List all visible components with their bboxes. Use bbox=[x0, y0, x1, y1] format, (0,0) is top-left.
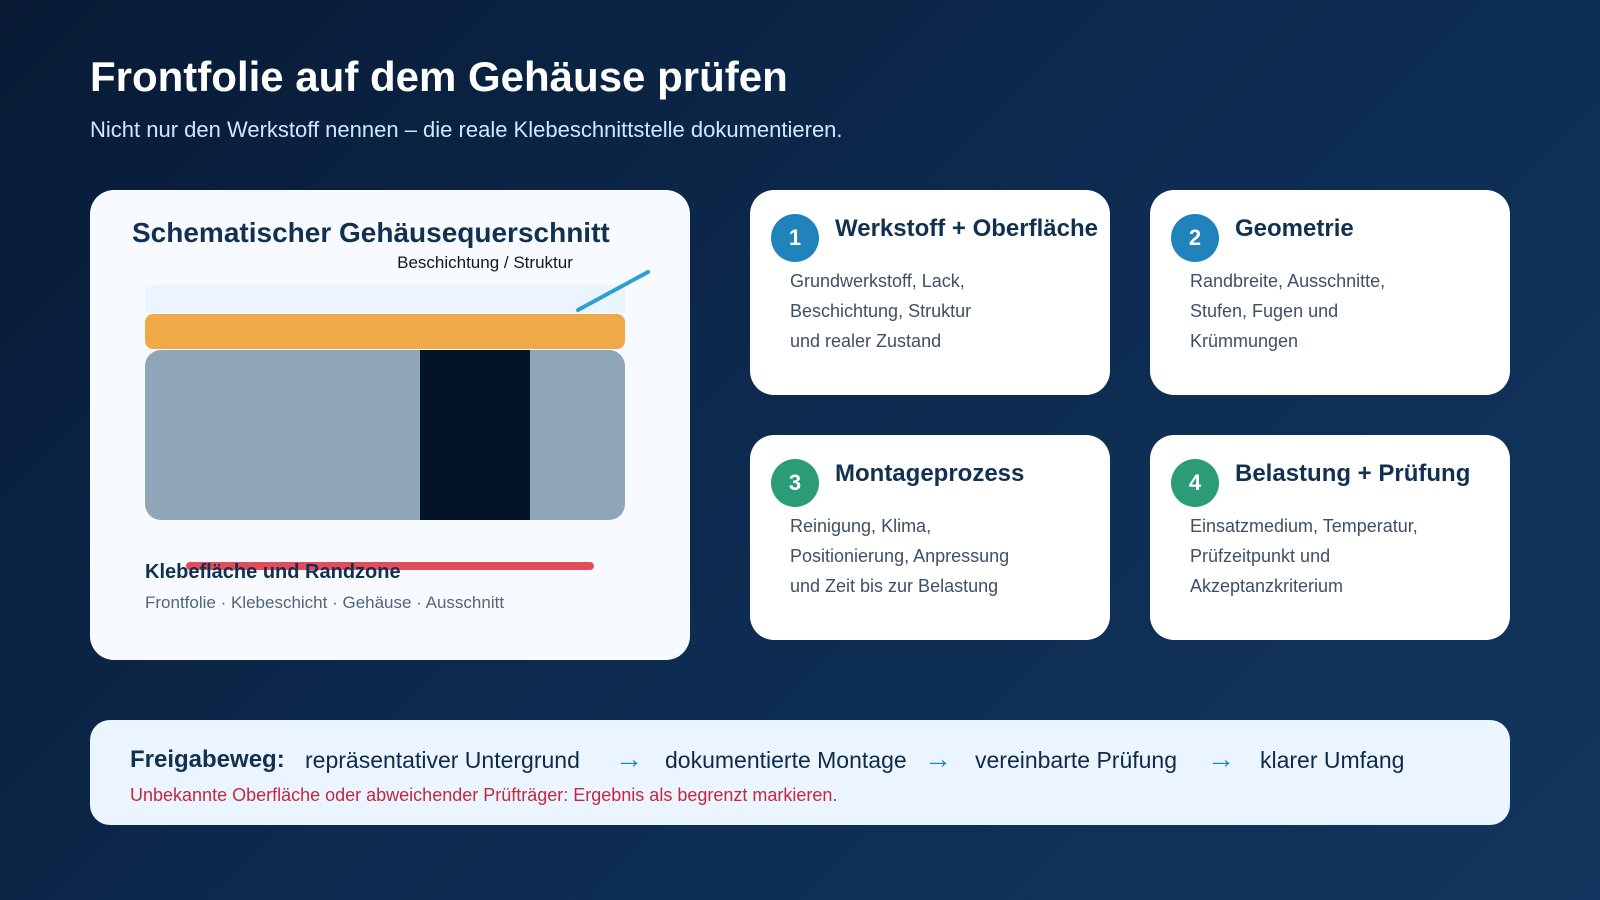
approval-path-label: Freigabeweg: bbox=[130, 746, 285, 773]
card-title: Montageprozess bbox=[835, 460, 1025, 487]
approval-step-documented-assembly: dokumentierte Montage bbox=[665, 747, 907, 773]
coating-layer bbox=[145, 285, 625, 313]
page-title: Frontfolie auf dem Gehäuse prüfen bbox=[90, 53, 788, 100]
card-title: Belastung + Prüfung bbox=[1235, 460, 1471, 487]
approval-step-agreed-test: vereinbarte Prüfung bbox=[975, 747, 1178, 773]
info-card-material-surface bbox=[750, 190, 1110, 395]
arrow-right-icon: → bbox=[924, 743, 952, 774]
approval-path-panel bbox=[90, 720, 1510, 825]
card-description: Reinigung, Klima, Positionierung, Anpressung und Zeit bis zur Belastung bbox=[790, 516, 1010, 596]
cutout-area bbox=[420, 350, 530, 520]
diagram-title: Schematischer Gehäusequerschnitt bbox=[132, 217, 610, 248]
card-description: Grundwerkstoff, Lack, Beschichtung, Struktur und realer Zustand bbox=[790, 271, 972, 351]
page-subtitle: Nicht nur den Werkstoff nennen – die reale Klebeschnittstelle dokumentieren. bbox=[90, 117, 843, 142]
info-card-assembly-process bbox=[750, 435, 1110, 640]
step-number-badge: 1 bbox=[771, 214, 819, 262]
card-title: Geometrie bbox=[1235, 215, 1354, 242]
adhesive-layer bbox=[145, 314, 625, 349]
step-number-badge: 2 bbox=[1171, 214, 1219, 262]
card-description: Randbreite, Ausschnitte, Stufen, Fugen und Krümmungen bbox=[1190, 271, 1386, 351]
cross-section-diagram-card bbox=[90, 190, 690, 660]
diagram-legend: Frontfolie · Klebeschicht · Gehäuse · Ausschnitt bbox=[145, 593, 505, 612]
step-number-badge: 3 bbox=[771, 459, 819, 507]
approval-step-clear-scope: klarer Umfang bbox=[1260, 747, 1405, 773]
coating-structure-label: Beschichtung / Struktur bbox=[397, 253, 573, 272]
housing-layer bbox=[145, 350, 625, 520]
info-card-load-testing bbox=[1150, 435, 1510, 640]
approval-step-representative-substrate: repräsentativer Untergrund bbox=[305, 747, 580, 773]
limited-result-warning: Unbekannte Oberfläche oder abweichender Prüfträger: Ergebnis als begrenzt markieren. bbox=[130, 785, 838, 805]
card-description: Einsatzmedium, Temperatur, Prüfzeitpunkt und Akzeptanzkriterium bbox=[1190, 516, 1418, 596]
card-title: Werkstoff + Oberfläche bbox=[835, 215, 1098, 242]
adhesive-edge-heading: Klebefläche und Randzone bbox=[145, 561, 401, 583]
info-card-geometry bbox=[1150, 190, 1510, 395]
arrow-right-icon: → bbox=[615, 743, 643, 774]
step-number-badge: 4 bbox=[1171, 459, 1219, 507]
arrow-right-icon: → bbox=[1207, 743, 1235, 774]
